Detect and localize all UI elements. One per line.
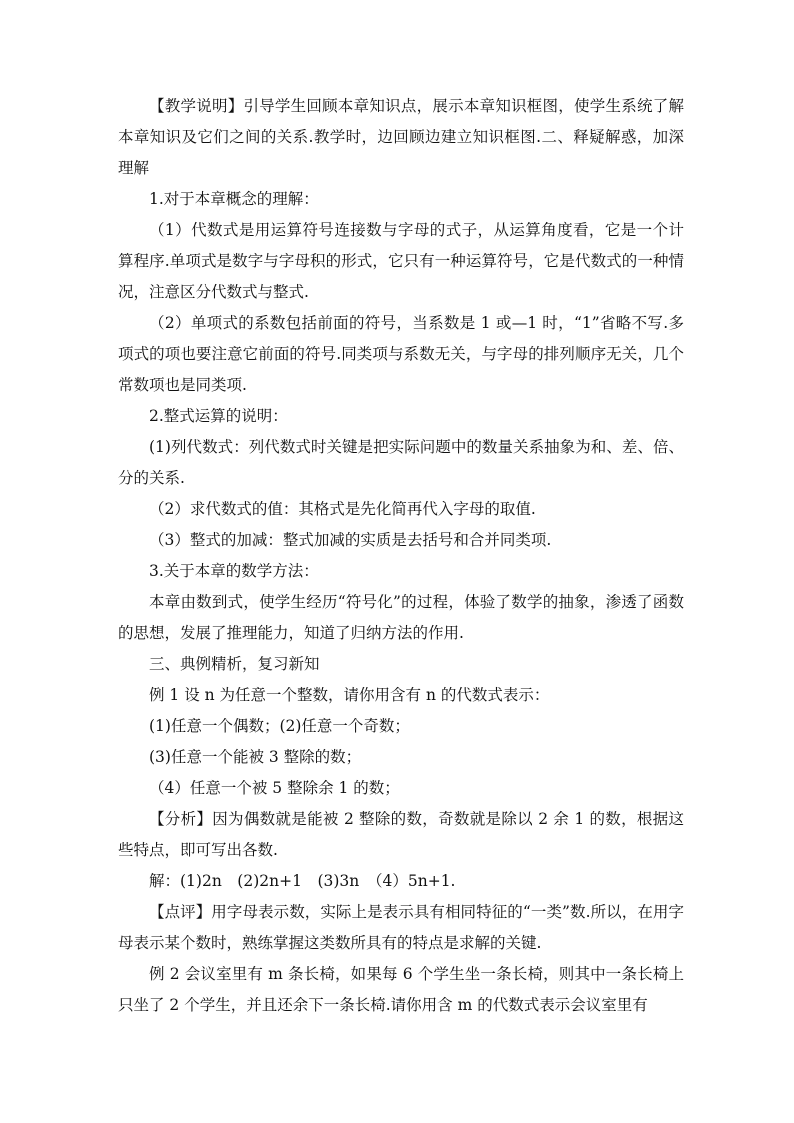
section-three-heading: 三、典例精析，复习新知 <box>149 655 320 673</box>
polynomial-operations-heading: 2.整式运算的说明： <box>149 407 288 425</box>
example-1-solution: 解：(1)2n (2)2n+1 (3)3n （4）5n+1. <box>149 872 456 890</box>
teaching-note-paragraph: 【教学说明】引导学生回顾本章知识点，展示本章知识框图，使学生系统了解本章知识及它们之间的关系.教学时，边回顾边建立知识框图.二、释疑解惑，加深理解 <box>118 97 684 177</box>
math-method-heading: 3.关于本章的数学方法： <box>149 562 319 580</box>
monomial-coefficient-paragraph: （2）单项式的系数包括前面的符号，当系数是 1 或—1 时，“1”省略不写.多项式的项也要注意它前面的符号.同类项与系数无关，与字母的排列顺序无关，几个常数项也是同类项. <box>118 314 684 394</box>
algebraic-expression-paragraph: （1）代数式是用运算符号连接数与字母的式子，从运算角度看，它是一个计算程序.单项式是数字与字母积的形式，它只有一种运算符号，它是代数式的一种情况，注意区分代数式与整式. <box>118 221 684 301</box>
example-2-question: 例 2 会议室里有 m 条长椅，如果每 6 个学生坐一条长椅，则其中一条长椅上只坐了 2 个学生，并且还余下一条长椅.请你用含 m 的代数式表示会议室里有 <box>118 965 684 1014</box>
example-1-analysis: 【分析】因为偶数就是能被 2 整除的数，奇数就是除以 2 余 1 的数，根据这些特点，即可写出各数. <box>118 810 684 859</box>
example-1-comment: 【点评】用字母表示数，实际上是表示具有相同特征的“一类”数.所以，在用字母表示某个数时，熟练掌握这类数所具有的特点是求解的关键. <box>118 903 684 952</box>
example-1-question: 例 1 设 n 为任意一个整数，请你用含有 n 的代数式表示： <box>149 686 550 704</box>
example-1-item-4: （4）任意一个被 5 整除余 1 的数； <box>149 779 400 797</box>
math-method-paragraph: 本章由数到式，使学生经历“符号化”的过程，体验了数学的抽象，渗透了函数的思想，发展了推理能力，知道了归纳方法的作用. <box>118 593 684 642</box>
example-1-item-1-2: (1)任意一个偶数；(2)任意一个奇数； <box>149 717 410 735</box>
evaluate-expression-paragraph: （2）求代数式的值：其格式是先化简再代入字母的取值. <box>149 500 536 518</box>
add-subtract-paragraph: （3）整式的加减：整式加减的实质是去括号和合并同类项. <box>149 531 552 549</box>
list-expression-paragraph: (1)列代数式：列代数式时关键是把实际问题中的数量关系抽象为和、差、倍、分的关系. <box>118 438 684 487</box>
concept-understanding-heading: 1.对于本章概念的理解： <box>149 190 319 208</box>
example-1-item-3: (3)任意一个能被 3 整除的数； <box>149 748 362 766</box>
